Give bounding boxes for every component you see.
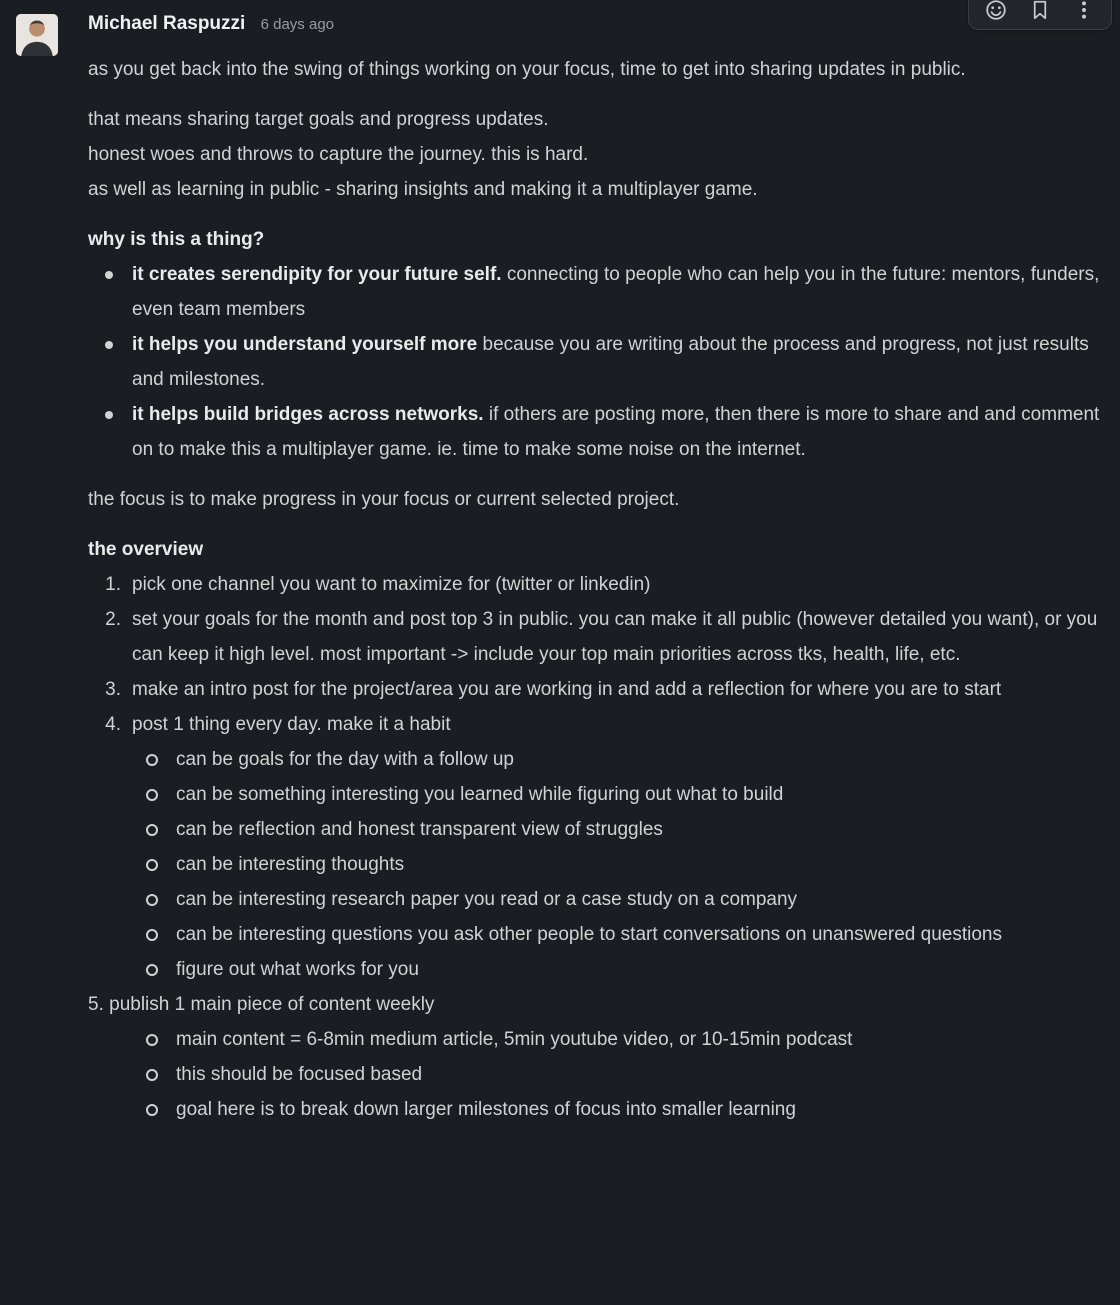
overview-ordered-list: [88, 567, 1100, 742]
text-line: that means sharing target goals and progress updates.: [88, 109, 549, 130]
message-header: [88, 12, 1100, 37]
weekly-content-list: [88, 1022, 1100, 1127]
paragraph-intro: as you get back into the swing of things working on your focus, time to get into sharing updates in public.: [88, 59, 966, 80]
bookmark-icon[interactable]: [1029, 0, 1051, 21]
sub-bullet-item: figure out what works for you: [88, 952, 1100, 987]
avatar[interactable]: [16, 14, 58, 56]
bullet-rest: connecting to people who can help you in the future: mentors, funders, even team members: [132, 264, 1100, 320]
text-line: as well as learning in public - sharing insights and making it a multiplayer game.: [88, 179, 758, 200]
timestamp[interactable]: 6 days ago: [260, 16, 334, 33]
ordered-item: [88, 672, 1100, 707]
ordered-item: [88, 602, 1100, 672]
paragraph-focus: the focus is to make progress in your focus or current selected project.: [88, 489, 680, 510]
bullet-rest: if others are posting more, then there is more to share and and comment on to make this a multiplayer game. ie. time to make some noise on the internet.: [132, 404, 1100, 460]
message-actions-toolbar: [968, 0, 1112, 30]
sub-bullet-item: can be interesting thoughts: [88, 847, 1100, 882]
ordered-item: [88, 567, 1100, 602]
sub-bullet-item: main content = 6-8min medium article, 5min youtube video, or 10-15min podcast: [88, 1022, 1100, 1057]
bullet-bold-lead: it helps build bridges across networks.: [132, 404, 484, 425]
author-name[interactable]: Michael Raspuzzi: [88, 13, 246, 34]
sub-bullet-item: can be something interesting you learned while figuring out what to build: [88, 777, 1100, 812]
item-five: 5. publish 1 main piece of content weekly: [88, 994, 435, 1015]
heading-why: why is this a thing?: [88, 229, 265, 250]
more-actions-icon[interactable]: [1073, 0, 1095, 21]
bullet-bold-lead: it helps you understand yourself more: [132, 334, 478, 355]
sub-bullet-item: can be goals for the day with a follow up: [88, 742, 1100, 777]
sub-bullet-item: can be reflection and honest transparent view of struggles: [88, 812, 1100, 847]
bullet-rest: because you are writing about the process and progress, not just results and milestones.: [132, 334, 1089, 390]
bullet-item: [88, 397, 1100, 467]
text-line: honest woes and throws to capture the journey. this is hard.: [88, 144, 589, 165]
sub-bullet-item: can be interesting research paper you read or a case study on a company: [88, 882, 1100, 917]
ordered-item-number: 3.: [105, 679, 121, 700]
daily-post-ideas-list: [88, 742, 1100, 987]
avatar-image: [16, 14, 58, 56]
sub-bullet-item: this should be focused based: [88, 1057, 1100, 1092]
ordered-item-number: 2.: [105, 609, 121, 630]
ordered-item-text: make an intro post for the project/area you are working in and add a reflection for where you are to start: [132, 679, 1002, 700]
sub-bullet-item: goal here is to break down larger milestones of focus into smaller learning: [88, 1092, 1100, 1127]
ordered-item-number: 4.: [105, 714, 121, 735]
why-bullet-list: [88, 257, 1100, 467]
emoji-reaction-icon[interactable]: [985, 0, 1007, 21]
ordered-item-text: post 1 thing every day. make it a habit: [132, 714, 451, 735]
bullet-item: [88, 257, 1100, 327]
sub-bullet-item: can be interesting questions you ask other people to start conversations on unanswered questions: [88, 917, 1100, 952]
heading-overview: the overview: [88, 539, 204, 560]
ordered-item-number: 1.: [105, 574, 121, 595]
ordered-item-text: set your goals for the month and post top 3 in public. you can make it all public (however detailed you want), or you can keep it high level. most important -> include your top main priorities across tks, health, life, etc.: [132, 609, 1098, 665]
bullet-bold-lead: it creates serendipity for your future self.: [132, 264, 502, 285]
bullet-item: [88, 327, 1100, 397]
message-content: [88, 12, 1104, 1127]
paragraph-means: [88, 102, 1100, 207]
ordered-item: [88, 707, 1100, 742]
ordered-item-text: pick one channel you want to maximize for (twitter or linkedin): [132, 574, 651, 595]
